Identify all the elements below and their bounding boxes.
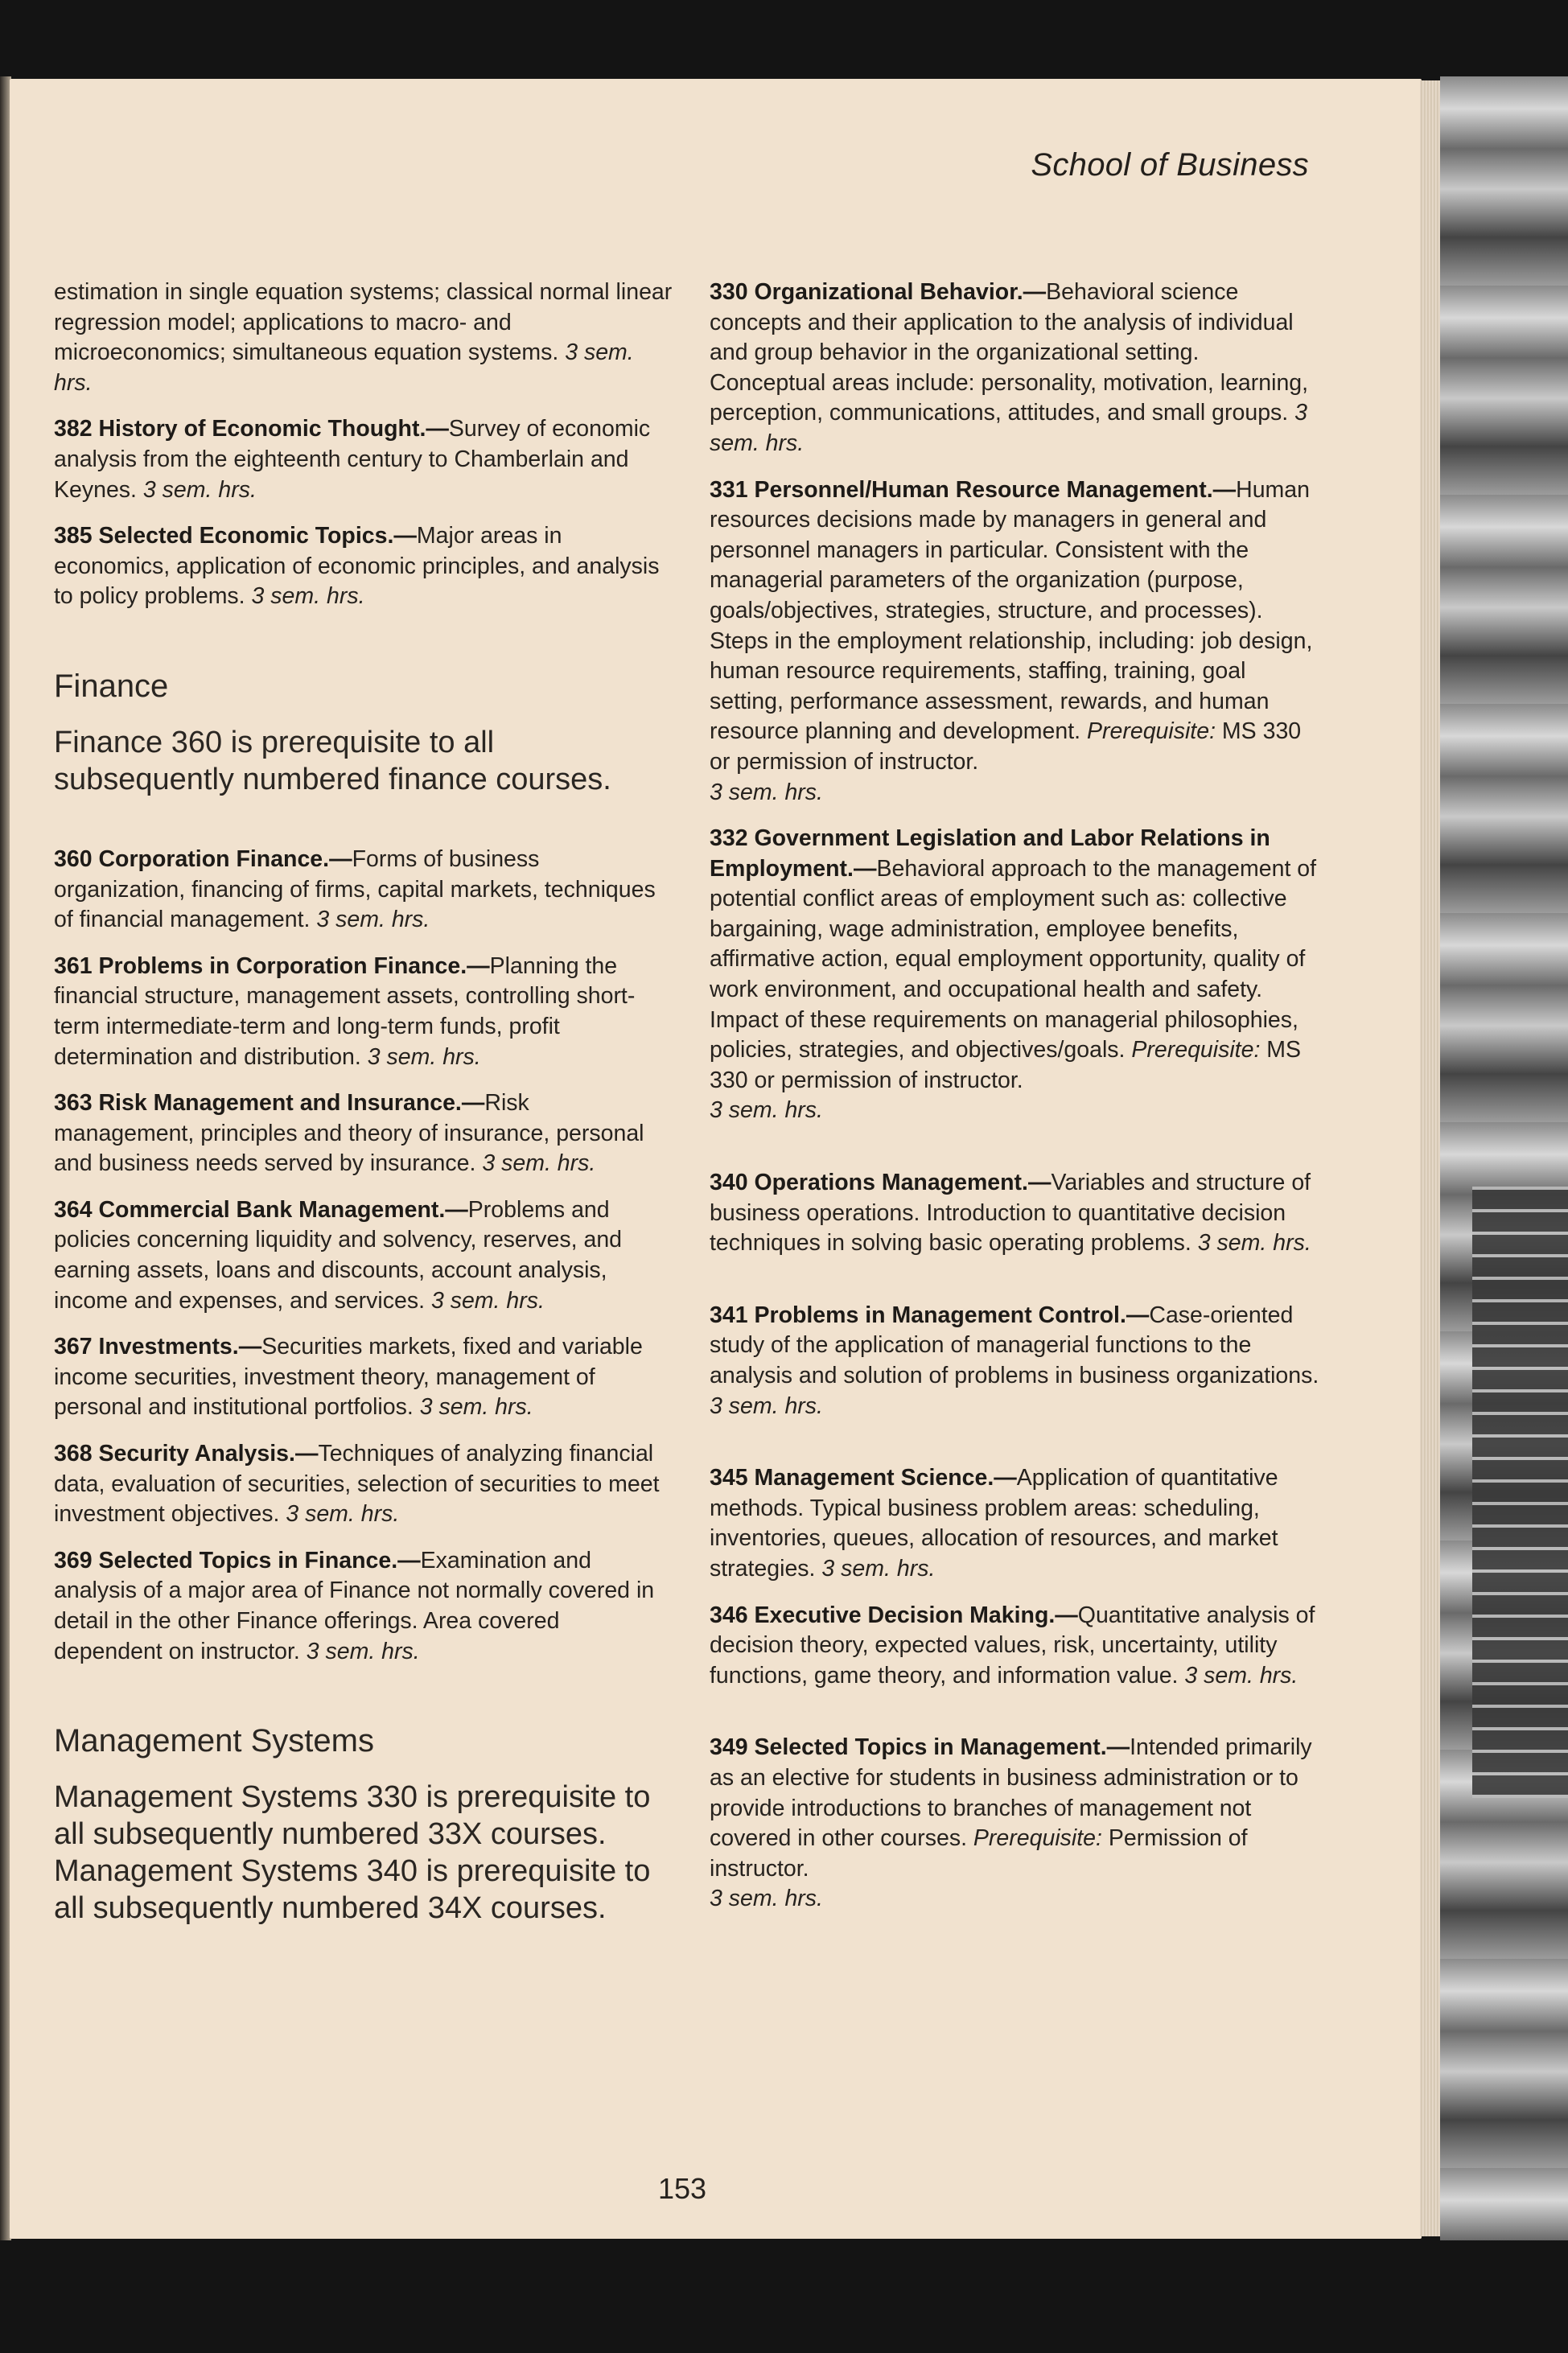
course-entry-382 bbox=[54, 414, 673, 505]
entry-text: estimation in single equation systems; classical normal linear regression model; applications to macro- and microeconomics; simultaneous equation systems. bbox=[54, 279, 673, 366]
course-hours: 3 sem. hrs. bbox=[821, 1555, 936, 1582]
course-title: 364 Commercial Bank Management.— bbox=[54, 1196, 468, 1223]
course-description: Variables and structure of business operations. Introduction to quantitative decision techniques in solving basic operating problems. bbox=[710, 1170, 1311, 1257]
course-title: 340 Operations Management.— bbox=[710, 1170, 1052, 1196]
course-prereq-label: Prerequisite: bbox=[1131, 1037, 1261, 1063]
course-title: 369 Selected Topics in Finance.— bbox=[54, 1547, 421, 1573]
course-description: Survey of economic analysis from the eighteenth century to Chamberlain and Keynes. bbox=[54, 416, 651, 503]
course-entry-363 bbox=[54, 1088, 673, 1179]
course-title: 331 Personnel/Human Resource Management.— bbox=[710, 476, 1237, 503]
course-description: Planning the financial structure, management assets, controlling short-term intermediate-term and long-term funds, profit determination and distribution. bbox=[54, 952, 636, 1070]
section-note-management-systems: Management Systems 330 is prerequisite to all subsequently numbered 33X courses. Management Systems 340 is prerequisite to all subsequently numbered 34X courses. bbox=[54, 1780, 651, 1926]
background-photo-strip bbox=[1440, 76, 1568, 2240]
course-entry-345 bbox=[710, 1463, 1321, 1584]
course-title: 360 Corporation Finance.— bbox=[54, 845, 352, 872]
section-heading-finance: Finance bbox=[54, 668, 169, 704]
course-hours: 3 sem. hrs. bbox=[419, 1394, 533, 1421]
entry-hours: 3 sem. hrs. bbox=[54, 339, 634, 396]
course-entry-368 bbox=[54, 1439, 673, 1530]
course-description: Risk management, principles and theory of insurance, personal and business needs served by insurance. bbox=[54, 1090, 644, 1177]
course-title: 368 Security Analysis.— bbox=[54, 1441, 319, 1467]
course-title: 382 History of Economic Thought.— bbox=[54, 416, 449, 442]
course-description: Problems and policies concerning liquidity and solvency, reserves, and earning assets, loans and discounts, account analysis, income and expenses, and services. bbox=[54, 1196, 623, 1314]
course-entry-360 bbox=[54, 845, 673, 936]
course-hours: 3 sem. hrs. bbox=[710, 1097, 823, 1124]
left-column bbox=[54, 278, 673, 1973]
course-prereq-label: Prerequisite: bbox=[1087, 718, 1216, 745]
course-hours: 3 sem. hrs. bbox=[316, 907, 430, 933]
course-entry-361 bbox=[54, 952, 673, 1072]
course-entry-367 bbox=[54, 1332, 673, 1423]
course-hours: 3 sem. hrs. bbox=[710, 400, 1307, 456]
continuation-entry bbox=[54, 278, 673, 398]
course-entry-346 bbox=[710, 1601, 1321, 1692]
course-description: Case-oriented study of the application of managerial functions to the analysis and solution of problems in business organizations. bbox=[710, 1302, 1319, 1388]
course-entry-369 bbox=[54, 1546, 673, 1667]
course-hours: 3 sem. hrs. bbox=[367, 1043, 481, 1070]
course-entry-385 bbox=[54, 521, 673, 612]
course-description: Application of quantitative methods. Typical business problem areas: scheduling, inventories, queues, allocation of resources, and market strategies. bbox=[710, 1465, 1278, 1582]
course-entry-364 bbox=[54, 1195, 673, 1316]
right-column bbox=[710, 278, 1321, 1931]
course-entry-340 bbox=[710, 1168, 1321, 1259]
course-prereq-text: Permission of instructor. bbox=[710, 1825, 1248, 1882]
course-title: 332 Government Legislation and Labor Relations in Employment.— bbox=[710, 825, 1270, 882]
course-hours: 3 sem. hrs. bbox=[306, 1638, 420, 1664]
course-hours: 3 sem. hrs. bbox=[286, 1501, 400, 1528]
course-description: Forms of business organization, financing of firms, capital markets, techniques of financial management. bbox=[54, 845, 656, 933]
course-entry-349 bbox=[710, 1733, 1321, 1915]
page-stack-edge bbox=[1420, 80, 1441, 2236]
course-title: 363 Risk Management and Insurance.— bbox=[54, 1090, 485, 1117]
course-title: 349 Selected Topics in Management.— bbox=[710, 1734, 1130, 1761]
course-hours: 3 sem. hrs. bbox=[430, 1287, 545, 1314]
brick-wall-image bbox=[1472, 1187, 1568, 1798]
course-hours: 3 sem. hrs. bbox=[1184, 1662, 1298, 1689]
course-entry-330 bbox=[710, 278, 1321, 459]
section-note-finance: Finance 360 is prerequisite to all subsequently numbered finance courses. bbox=[54, 725, 611, 796]
course-title: 346 Executive Decision Making.— bbox=[710, 1602, 1078, 1628]
course-description: Intended primarily as an elective for students in business administration or to provide introductions to branches of management not covered in other courses. bbox=[710, 1734, 1312, 1852]
course-description: Securities markets, fixed and variable income securities, investment theory, management of personal and institutional portfolios. bbox=[54, 1334, 643, 1421]
course-title: 361 Problems in Corporation Finance.— bbox=[54, 952, 490, 979]
course-description: Behavioral science concepts and their application to the analysis of individual and group behavior in the organizational setting. Conceptual areas include: personality, motivation, learning, perception, communications, attitudes, and small groups. bbox=[710, 279, 1309, 426]
course-title: 341 Problems in Management Control.— bbox=[710, 1302, 1150, 1328]
course-entry-331 bbox=[710, 475, 1321, 808]
course-title: 385 Selected Economic Topics.— bbox=[54, 523, 417, 549]
page-number: 153 bbox=[658, 2172, 707, 2205]
course-hours: 3 sem. hrs. bbox=[251, 583, 365, 610]
course-prereq-text: MS 330 or permission of instructor. bbox=[710, 718, 1302, 775]
course-description: Techniques of analyzing financial data, evaluation of securities, selection of securities to meet investment objectives. bbox=[54, 1441, 660, 1528]
course-title: 367 Investments.— bbox=[54, 1334, 262, 1360]
course-hours: 3 sem. hrs. bbox=[142, 476, 257, 503]
course-prereq-text: MS 330 or permission of instructor. bbox=[710, 1037, 1302, 1093]
course-entry-332 bbox=[710, 824, 1321, 1126]
course-title: 345 Management Science.— bbox=[710, 1465, 1017, 1491]
course-description: Major areas in economics, application of economic principles, and analysis to policy problems. bbox=[54, 523, 660, 610]
course-description: Examination and analysis of a major area of Finance not normally covered in detail in the other Finance offerings. Area covered dependent on instructor. bbox=[54, 1547, 655, 1664]
course-hours: 3 sem. hrs. bbox=[1197, 1230, 1311, 1257]
course-description: Quantitative analysis of decision theory, expected values, risk, uncertainty, utility functions, game theory, and information value. bbox=[710, 1602, 1315, 1689]
course-hours: 3 sem. hrs. bbox=[710, 1392, 823, 1419]
course-hours: 3 sem. hrs. bbox=[710, 779, 823, 805]
course-description: Human resources decisions made by managers in general and personnel managers in particular. Consistent with the managerial parameters of the organization (purpose, goals/objectives, strategies, structure, and processes). Steps in the employment relationship, including: job design, human resource requirements, staffing, training, goal setting, performance assessment, rewards, and human resource planning and development. bbox=[710, 476, 1313, 745]
course-description: Behavioral approach to the management of potential conflict areas of employment such as: collective bargaining, wage administration, employee benefits, affirmative action, equal employment opportunity, quality of work environment, and occupational health and safety. Impact of these requirements on managerial philosophies, policies, strategies, and objectives/goals. bbox=[710, 855, 1317, 1063]
course-title: 330 Organizational Behavior.— bbox=[710, 279, 1047, 305]
running-head: School of Business bbox=[1031, 147, 1309, 183]
course-hours: 3 sem. hrs. bbox=[710, 1886, 823, 1912]
course-entry-341 bbox=[710, 1301, 1321, 1421]
course-hours: 3 sem. hrs. bbox=[482, 1150, 596, 1177]
course-prereq-label: Prerequisite: bbox=[973, 1825, 1102, 1852]
section-heading-management-systems: Management Systems bbox=[54, 1723, 374, 1759]
